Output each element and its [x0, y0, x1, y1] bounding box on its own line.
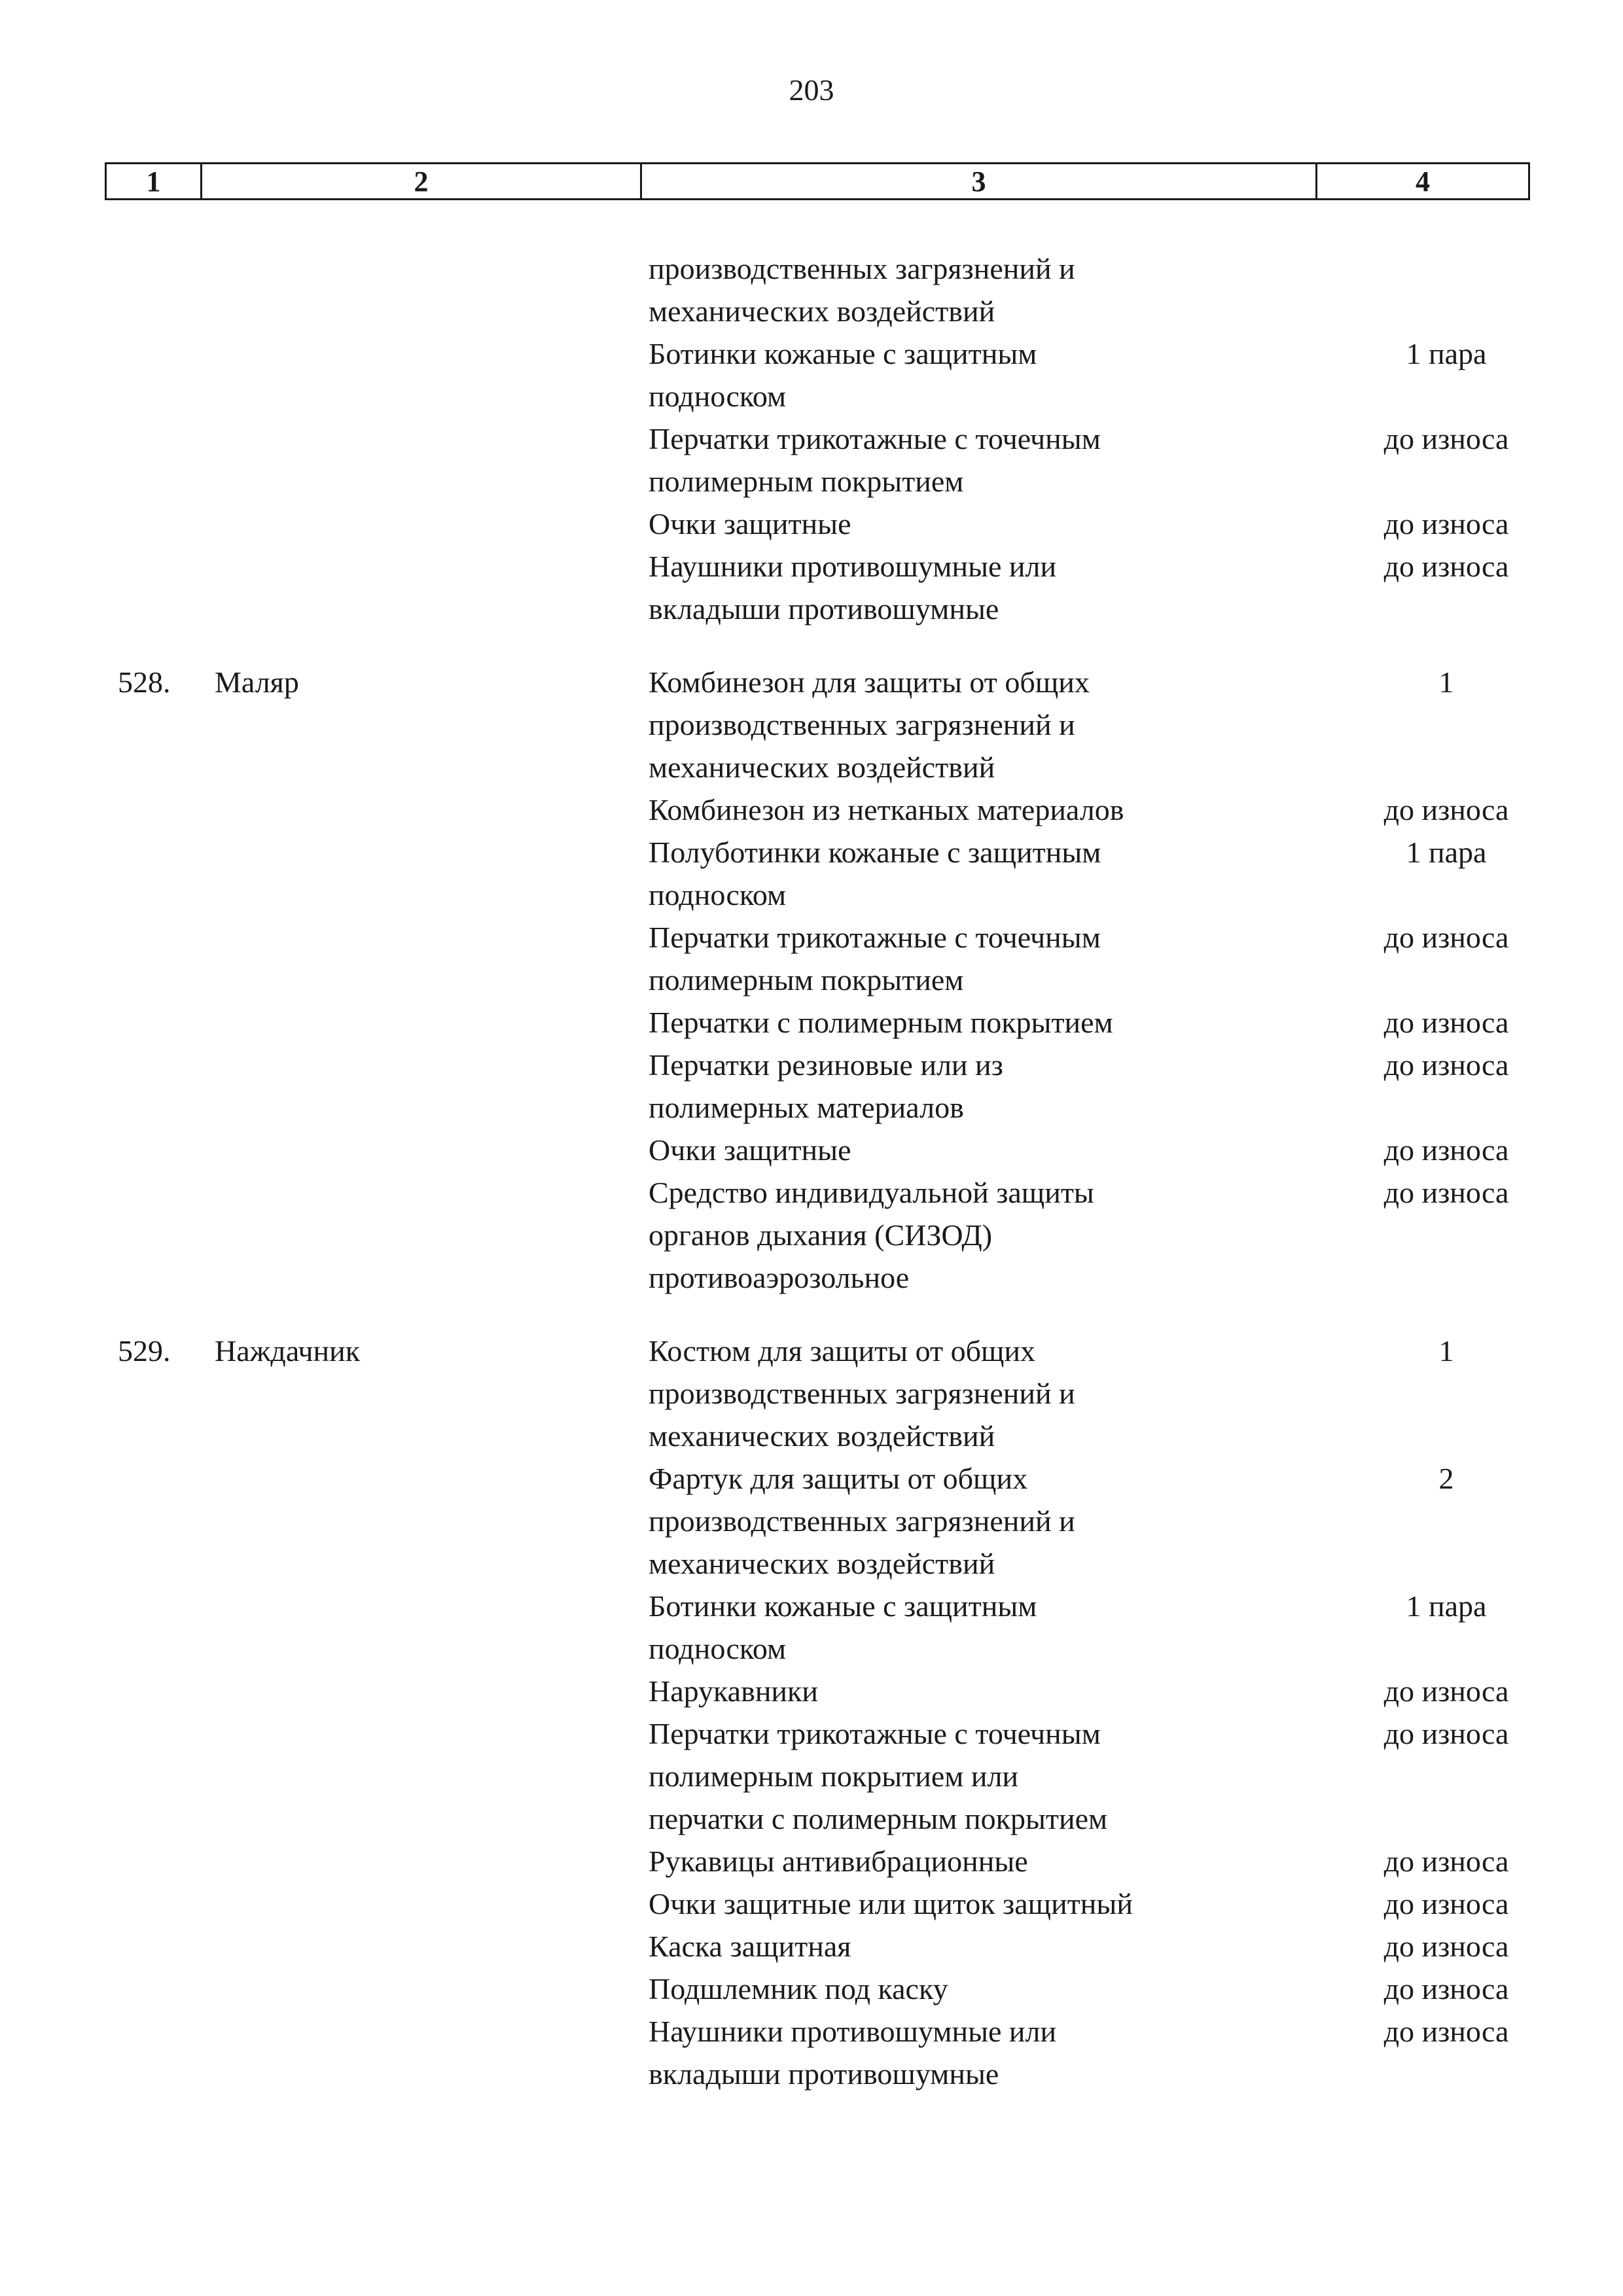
column-header-table [105, 162, 1530, 200]
list-item-line [0, 1044, 1623, 1086]
ppe-item-text: Полуботинки кожаные с защитным [649, 836, 1101, 869]
ppe-item-text: Подшлемник под каску [649, 1972, 948, 2005]
ppe-item-text: Рукавицы антивибрационные [649, 1845, 1028, 1878]
issue-norm: до износа [1383, 1887, 1509, 1920]
list-item-line [0, 1755, 1623, 1797]
entry-number: 528. [118, 665, 171, 699]
list-item-line [0, 290, 1623, 332]
ppe-item-text: производственных загрязнений и [649, 708, 1075, 741]
ppe-item-text: Ботинки кожаные с защитным [649, 1589, 1037, 1623]
ppe-item-text: механических воздействий [649, 1547, 995, 1580]
issue-norm: до износа [1383, 422, 1509, 455]
ppe-item-text: полимерным покрытием или [649, 1759, 1019, 1793]
list-item-line [0, 332, 1623, 375]
issue-norm: 1 [1438, 665, 1454, 699]
profession-entry [0, 1330, 1623, 2095]
ppe-item-text: механических воздействий [649, 1419, 995, 1453]
issue-norm: до износа [1383, 1674, 1509, 1708]
profession-name: Маляр [215, 665, 299, 699]
list-item-line [0, 831, 1623, 874]
ppe-listing [0, 247, 1623, 2095]
list-item-line [0, 1214, 1623, 1256]
list-item-line [0, 2010, 1623, 2053]
list-item-line [0, 1968, 1623, 2010]
issue-norm: до износа [1383, 921, 1509, 954]
profession-name: Наждачник [215, 1334, 361, 1368]
list-item-line [0, 916, 1623, 959]
list-item-line [0, 703, 1623, 746]
list-item-line [0, 1256, 1623, 1299]
list-item-line [0, 545, 1623, 588]
ppe-item-text: Каска защитная [649, 1930, 851, 1963]
ppe-item-text: полимерным покрытием [649, 963, 964, 997]
list-item-line [0, 1670, 1623, 1712]
list-item-line [0, 746, 1623, 788]
list-item-line [0, 1457, 1623, 1500]
profession-entry [0, 661, 1623, 1299]
list-item-line [0, 1415, 1623, 1457]
ppe-item-text: перчатки с полимерным покрытием [649, 1802, 1108, 1835]
ppe-item-text: Фартук для защиты от общих [649, 1462, 1028, 1495]
list-item-line [0, 247, 1623, 290]
list-item-line [0, 1372, 1623, 1415]
ppe-item-text: Очки защитные [649, 507, 851, 540]
ppe-item-text: Нарукавники [649, 1674, 819, 1708]
list-item-line [0, 375, 1623, 417]
issue-norm: до износа [1383, 507, 1509, 540]
list-item-line [0, 874, 1623, 916]
list-item-line [0, 1001, 1623, 1044]
ppe-item-text: вкладыши противошумные [649, 2057, 999, 2091]
issue-norm: до износа [1383, 550, 1509, 583]
ppe-item-text: Перчатки трикотажные с точечным [649, 1717, 1101, 1750]
ppe-item-text: Комбинезон для защиты от общих [649, 665, 1090, 699]
list-item-line [0, 1500, 1623, 1542]
list-item-line [0, 1585, 1623, 1627]
issue-norm: 1 пара [1406, 1589, 1487, 1623]
list-item-line [0, 788, 1623, 831]
ppe-item-text: противоаэрозольное [649, 1261, 910, 1294]
ppe-item-text: подноском [649, 1632, 787, 1665]
list-item-line [0, 1797, 1623, 1840]
list-item-line [0, 503, 1623, 545]
ppe-item-text: подноском [649, 380, 787, 413]
ppe-item-text: Перчатки с полимерным покрытием [649, 1006, 1113, 1039]
list-item-line [0, 1129, 1623, 1171]
column-header-3: 3 [641, 164, 1317, 200]
ppe-item-text: Очки защитные или щиток защитный [649, 1887, 1133, 1920]
list-item-line [0, 417, 1623, 460]
issue-norm: до износа [1383, 1972, 1509, 2005]
list-item-line [0, 959, 1623, 1001]
continuation-block [0, 247, 1623, 630]
column-header-4: 4 [1317, 164, 1529, 200]
ppe-item-text: Наушники противошумные или [649, 2015, 1057, 2048]
ppe-item-text: Наушники противошумные или [649, 550, 1057, 583]
list-item-line [0, 460, 1623, 503]
ppe-item-text: производственных загрязнений и [649, 1377, 1075, 1410]
ppe-item-text: Ботинки кожаные с защитным [649, 337, 1037, 370]
ppe-item-text: органов дыхания (СИЗОД) [649, 1218, 993, 1252]
list-item-line [0, 1086, 1623, 1129]
ppe-item-text: Очки защитные [649, 1133, 851, 1167]
ppe-item-text: механических воздействий [649, 751, 995, 784]
list-item-line [0, 1627, 1623, 1670]
page-number: 203 [789, 73, 834, 107]
column-header-row [106, 164, 1529, 200]
ppe-item-text: Средство индивидуальной защиты [649, 1176, 1094, 1209]
ppe-item-text: вкладыши противошумные [649, 592, 999, 626]
issue-norm: до износа [1383, 793, 1509, 826]
issue-norm: 1 пара [1406, 337, 1487, 370]
list-item-line [0, 1542, 1623, 1585]
issue-norm: 1 [1438, 1334, 1454, 1368]
list-item-line [0, 2053, 1623, 2095]
issue-norm: до износа [1383, 1006, 1509, 1039]
list-item-line [0, 1171, 1623, 1214]
ppe-item-text: Перчатки трикотажные с точечным [649, 422, 1101, 455]
issue-norm: до износа [1383, 1845, 1509, 1878]
issue-norm: до износа [1383, 1176, 1509, 1209]
entry-number: 529. [118, 1334, 171, 1368]
issue-norm: до износа [1383, 1133, 1509, 1167]
list-item-line [0, 1840, 1623, 1882]
ppe-item-text: Комбинезон из нетканых материалов [649, 793, 1124, 826]
ppe-item-text: полимерным покрытием [649, 465, 964, 498]
list-item-line [0, 1882, 1623, 1925]
column-header-2: 2 [202, 164, 641, 200]
issue-norm: до износа [1383, 1930, 1509, 1963]
list-item-line [0, 661, 1623, 703]
ppe-item-text: производственных загрязнений и [649, 1504, 1075, 1538]
issue-norm: до износа [1383, 2015, 1509, 2048]
ppe-item-text: подноском [649, 878, 787, 911]
list-item-line [0, 1925, 1623, 1968]
ppe-item-text: производственных загрязнений и [649, 252, 1075, 285]
list-item-line [0, 1330, 1623, 1372]
ppe-item-text: Перчатки резиновые или из [649, 1048, 1003, 1082]
ppe-item-text: механических воздействий [649, 294, 995, 328]
ppe-item-text: полимерных материалов [649, 1091, 964, 1124]
issue-norm: до износа [1383, 1048, 1509, 1082]
issue-norm: 2 [1438, 1462, 1454, 1495]
column-header-1: 1 [106, 164, 202, 200]
list-item-line [0, 588, 1623, 630]
list-item-line [0, 1712, 1623, 1755]
issue-norm: 1 пара [1406, 836, 1487, 869]
ppe-item-text: Перчатки трикотажные с точечным [649, 921, 1101, 954]
issue-norm: до износа [1383, 1717, 1509, 1750]
ppe-item-text: Костюм для защиты от общих [649, 1334, 1036, 1368]
